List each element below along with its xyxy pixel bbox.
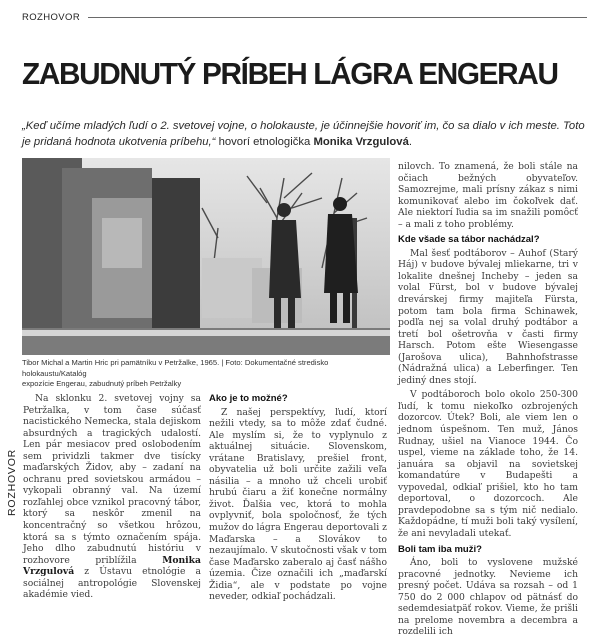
text-column-1 — [23, 393, 201, 601]
lede-quote: „Keď učíme mladých ľudí o 2. svetovej vojne, o holokauste, je účinnejšie hovoriť im, čo sa dialo v ich meste. Toto je pridaná hodnota ukotvenia príbehu,“ — [22, 120, 585, 148]
col1-text-b: z Ústavu etnológie a sociálnej antropológie Slovenskej akadémie vied. — [23, 566, 201, 601]
side-label-text: ROZHOVOR — [6, 448, 18, 516]
subheading-ako-je-to-mozne: Ako je to možné? — [209, 393, 288, 404]
section-label: ROZHOVOR — [22, 11, 81, 23]
caption-line-2: expozície Engerau, zabudnutý príbeh Petržalky — [22, 379, 182, 388]
column-3-paragraph-1: nilovch. To znamená, že boli stále na očiach bežných obyvateľov. Samozrejme, mali prísny zákaz s nimi komunikovať alebo im čokoľvek dať. Ale niektorí ľudia sa im snažili pomôcť – a mali z toho problémy. — [398, 161, 578, 230]
article-lede — [22, 118, 588, 150]
col1-text-a: Na sklonku 2. svetovej vojny sa Petržalka, v tom čase súčasť nacistického Nemecka, stala dejiskom absurdných a tragických udalostí. Len pár mesiacov pred oslobodením sem prividzli takmer dve tisícky maďarských Židov, aby – zadaní na ochranu pred sovietskou armádou – vykopali obranný val. Na území rozľahlej obce vznikol pracovný tábor, ktorý sa neskôr zmenil na koncentračný so všetkou hrôzou, ktorá sa s týmto označením spája. Jeho dlho zabudnutú históriu v rozhovore priblížila — [23, 393, 201, 566]
article-headline: ZABUDNUTÝ PRÍBEH LÁGRA ENGERAU — [22, 56, 558, 91]
lede-attribution: hovorí etnologička — [218, 136, 311, 148]
photo-caption — [22, 358, 392, 390]
dark-tree — [152, 178, 200, 338]
subheading-kde-vsade: Kde všade sa tábor nachádzal? — [398, 234, 540, 246]
col1-interviewee-name: Monika Vrzgulová — [23, 554, 201, 578]
lede-end: . — [408, 136, 412, 148]
text-column-3 — [398, 161, 578, 638]
column-2-paragraph: Z našej perspektívy, ľudí, ktorí nežili vtedy, sa to môže zdať čudné. Ale myslím si, že to vyplynulo z aktuálnej situácie. Slovenskom, vrátane Bratislavy, prešiel front, obyvatelia už boli určite zažili veľa násilia – a mnoho už chceli urobiť hrubú čiaru a žiť konečne normálny život. Ďalšia vec, ktorá to mohla ovplyvniť, bola spoločnosť, že tých mužov do lágra Engerau deportovali z Maďarska – a Slovákov to nezaujímalo. V skutočnosti však v tom čase Maďarsko zaberalo aj časť nášho územia. Čize označili ich „maďarskí Židia“, ale v podstate po vojne neveder, odkiaľ pochádzali. — [209, 406, 387, 603]
column-3-paragraph-4: Áno, boli to vyslovene mužské pracovné jednotky. Nevieme ich presný počet. Udáva sa rozsah – od 1 750 do 2 000 chlapov od pätnásť do sedemdesiatpäť rokov. Vieme, že prišli na prelome novembra a decembra a rozdelili ich — [398, 557, 578, 638]
lede-interviewee-name: Monika Vrzgulová — [313, 136, 409, 148]
caption-line-1: Tibor Michal a Martin Hric pri pamätníku v Petržalke, 1965. | Foto: Dokumentačné stredisko holokaustu/Katalóg — [22, 358, 329, 378]
photo-illustration — [22, 158, 390, 355]
memorial-plaque — [102, 218, 142, 268]
column-3-paragraph-3: V podtáboroch bolo okolo 250-300 ľudí, k tomu niekoľko ozbrojených dozorcov. Útek? Boli, ale viem len o jednom úspešnom. Ten muž, János Rudnay, ušiel na Vianoce 1944. Čo uspel, vieme na základe toho, že 14. januára sa objavil na sovietskej komandatúre v Budapešti a vypovedal, odkiaľ prišiel, kto ho tam deportoval, o dozorcoch. Ale pravdepodobne sa s tým nič nedialo. Každopádne, tí muži boli taký vysílení, že ani nevyladali utekať. — [398, 389, 578, 539]
subheading-boli-tam-iba-muzi: Boli tam iba muži? — [398, 543, 482, 555]
column-1-paragraph — [23, 393, 201, 601]
snow-strip — [22, 330, 390, 336]
section-header — [22, 10, 587, 24]
text-column-2 — [209, 389, 387, 603]
column-3-paragraph-2: Mal šesť podtáborov – Auhof (Starý Háj) v budove bývalej mliekarne, tri v lokalite dnešnej Incheby – jeden sa volal Fürst, bol v budove bývalej drevárskej firmy majiteľa Fürsta, potom tam bola firma Schinawek, podľa nej sa volal druhý podtábor a tretí bol ošetrovňa v časti firmy Harsch. Potom ešte Wiesengasse (Jarošova ulica), Bahnhofstrasse (Nádražná ulica) a Leberfinger. Ten jediný dnes stojí. — [398, 247, 578, 386]
section-rule — [88, 17, 587, 18]
side-section-label — [6, 436, 18, 516]
article-photo — [22, 158, 390, 355]
